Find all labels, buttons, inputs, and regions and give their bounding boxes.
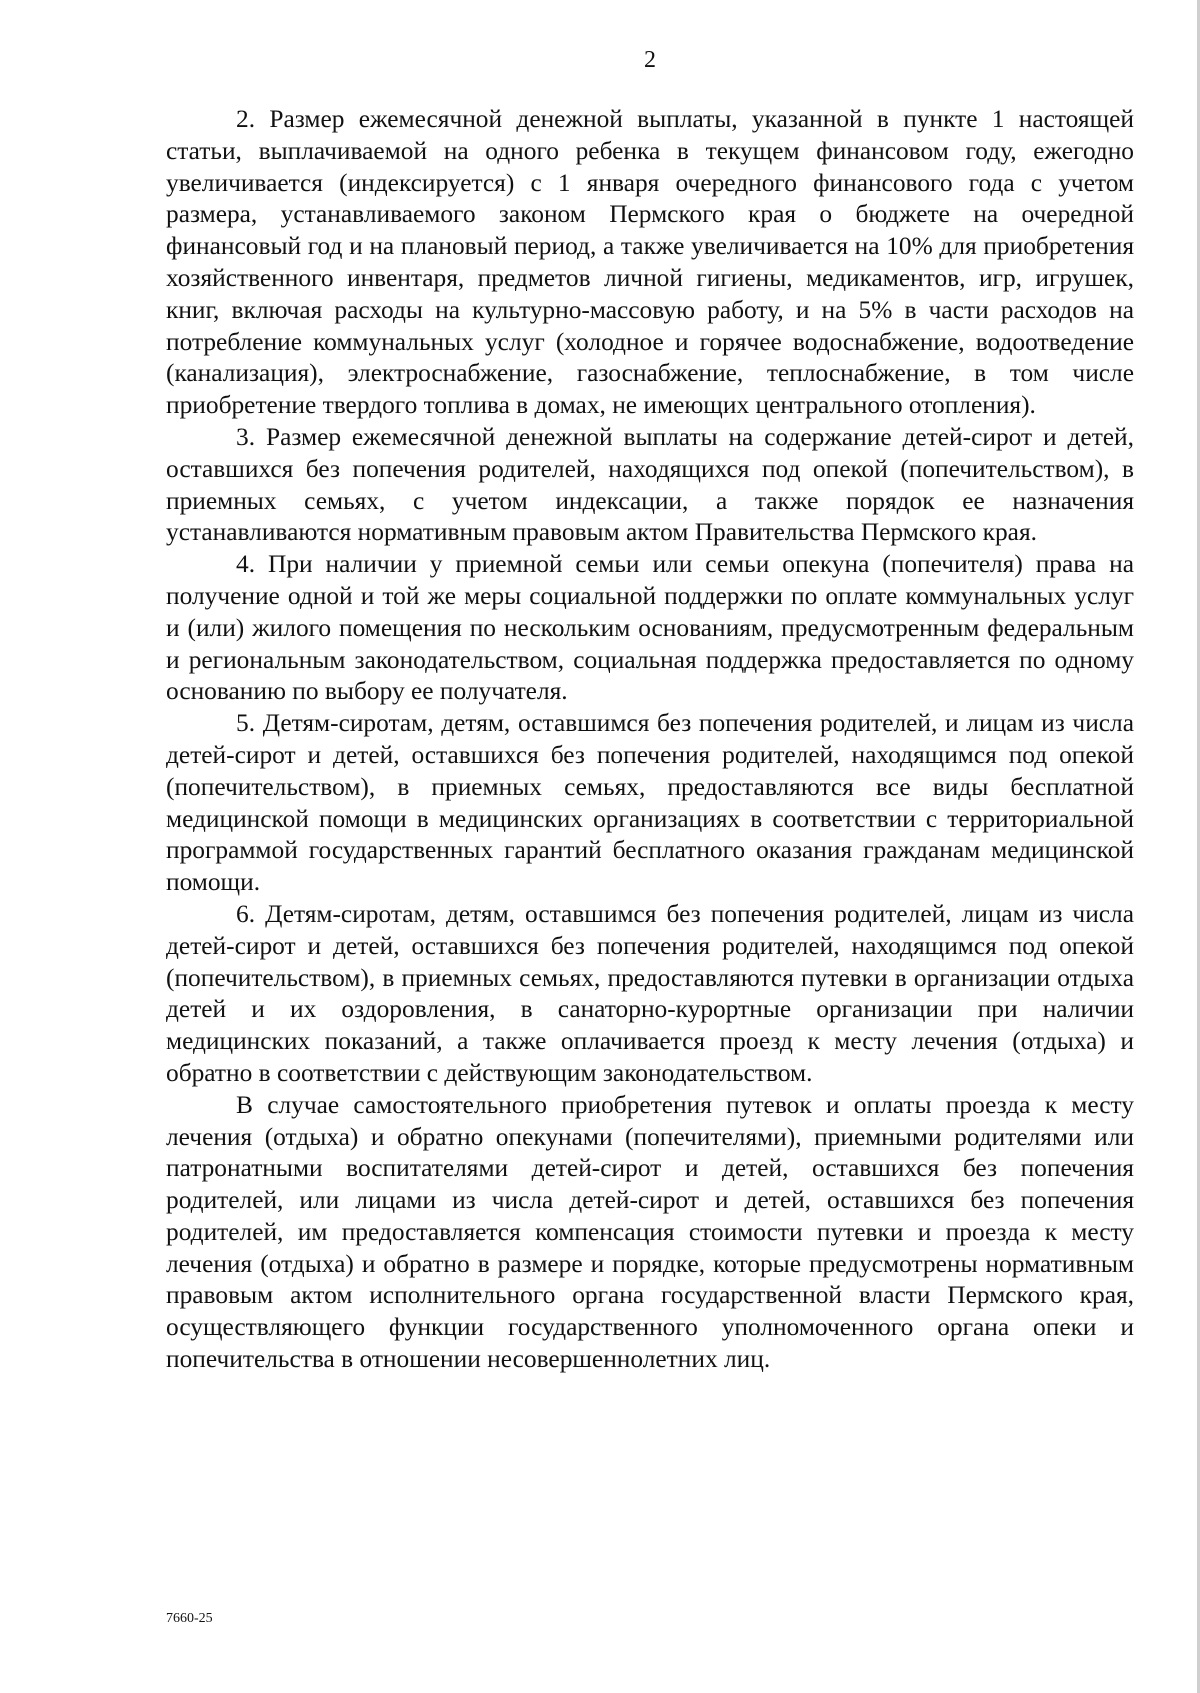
paragraph-item-2: 2. Размер ежемесячной денежной выплаты, указанной в пункте 1 настоящей статьи, выплачиваемой на одного ребенка в текущем финансовом году, ежегодно увеличивается (индексируется) с 1 января очередного финансового года с учетом размера, устанавливаемого законом Пермского края о бюджете на очередной финансовый год и на плановый период, а также увеличивается на 10% для приобретения хозяйственного инвентаря, предметов личной гигиены, медикаментов, игр, игрушек, книг, включая расходы на культурно-массовую работу, и на 5% в части расходов на потребление коммунальных услуг (холодное и горячее водоснабжение, водоотведение (канализация), электроснабжение, газоснабжение, теплоснабжение, в том числе приобретение твердого топлива в домах, не имеющих центрального отопления). <box>166 105 1134 420</box>
paragraph-item-4: 4. При наличии у приемной семьи или семьи опекуна (попечителя) права на получение одной и той же меры социальной поддержки по оплате коммунальных услуг и (или) жилого помещения по нескольким основаниям, предусмотренным федеральным и региональным законодательством, социальная поддержка предоставляется по одному основанию по выбору ее получателя. <box>166 550 1134 706</box>
paragraph-item-6-continued: В случае самостоятельного приобретения путевок и оплаты проезда к месту лечения (отдыха) и обратно опекунами (попечителями), приемными родителями или патронатными воспитателями детей-сирот и детей, оставшихся без попечения родителей, или лицами из числа детей-сирот и детей, оставшихся без попечения родителей, им предоставляется компенсация стоимости путевки и проезда к месту лечения (отдыха) и обратно в размере и порядке, которые предусмотрены нормативным правовым актом исполнительного органа государственной власти Пермского края, осуществляющего функции государственного уполномоченного органа опеки и попечительства в отношении несовершеннолетних лиц. <box>166 1090 1134 1374</box>
paragraph-item-3: 3. Размер ежемесячной денежной выплаты на содержание детей-сирот и детей, оставшихся без попечения родителей, находящихся под опекой (попечительством), в приемных семьях, с учетом индексации, а также порядок ее назначения устанавливаются нормативным правовым актом Правительства Пермского края. <box>166 422 1134 547</box>
document-code: 7660-25 <box>166 1611 213 1626</box>
page-number: 2 <box>644 47 656 73</box>
paragraph-item-5: 5. Детям-сиротам, детям, оставшимся без попечения родителей, и лицам из числа детей-сирот и детей, оставшихся без попечения родителей, находящимся под опекой (попечительством), в приемных семьях, предоставляются все виды бесплатной медицинской помощи в медицинских организациях в соответствии с территориальной программой государственных гарантий бесплатного оказания гражданам медицинской помощи. <box>166 709 1134 897</box>
paragraph-item-6: 6. Детям-сиротам, детям, оставшимся без попечения родителей, лицам из числа детей-сирот и детей, оставшихся без попечения родителей, находящимся под опекой (попечительством), в приемных семьях, предоставляются путевки в организации отдыха детей и их оздоровления, в санаторно-курортные организации при наличии медицинских показаний, а также оплачивается проезд к месту лечения (отдыха) и обратно в соответствии с действующим законодательством. <box>166 899 1134 1087</box>
document-body <box>166 104 1134 1376</box>
